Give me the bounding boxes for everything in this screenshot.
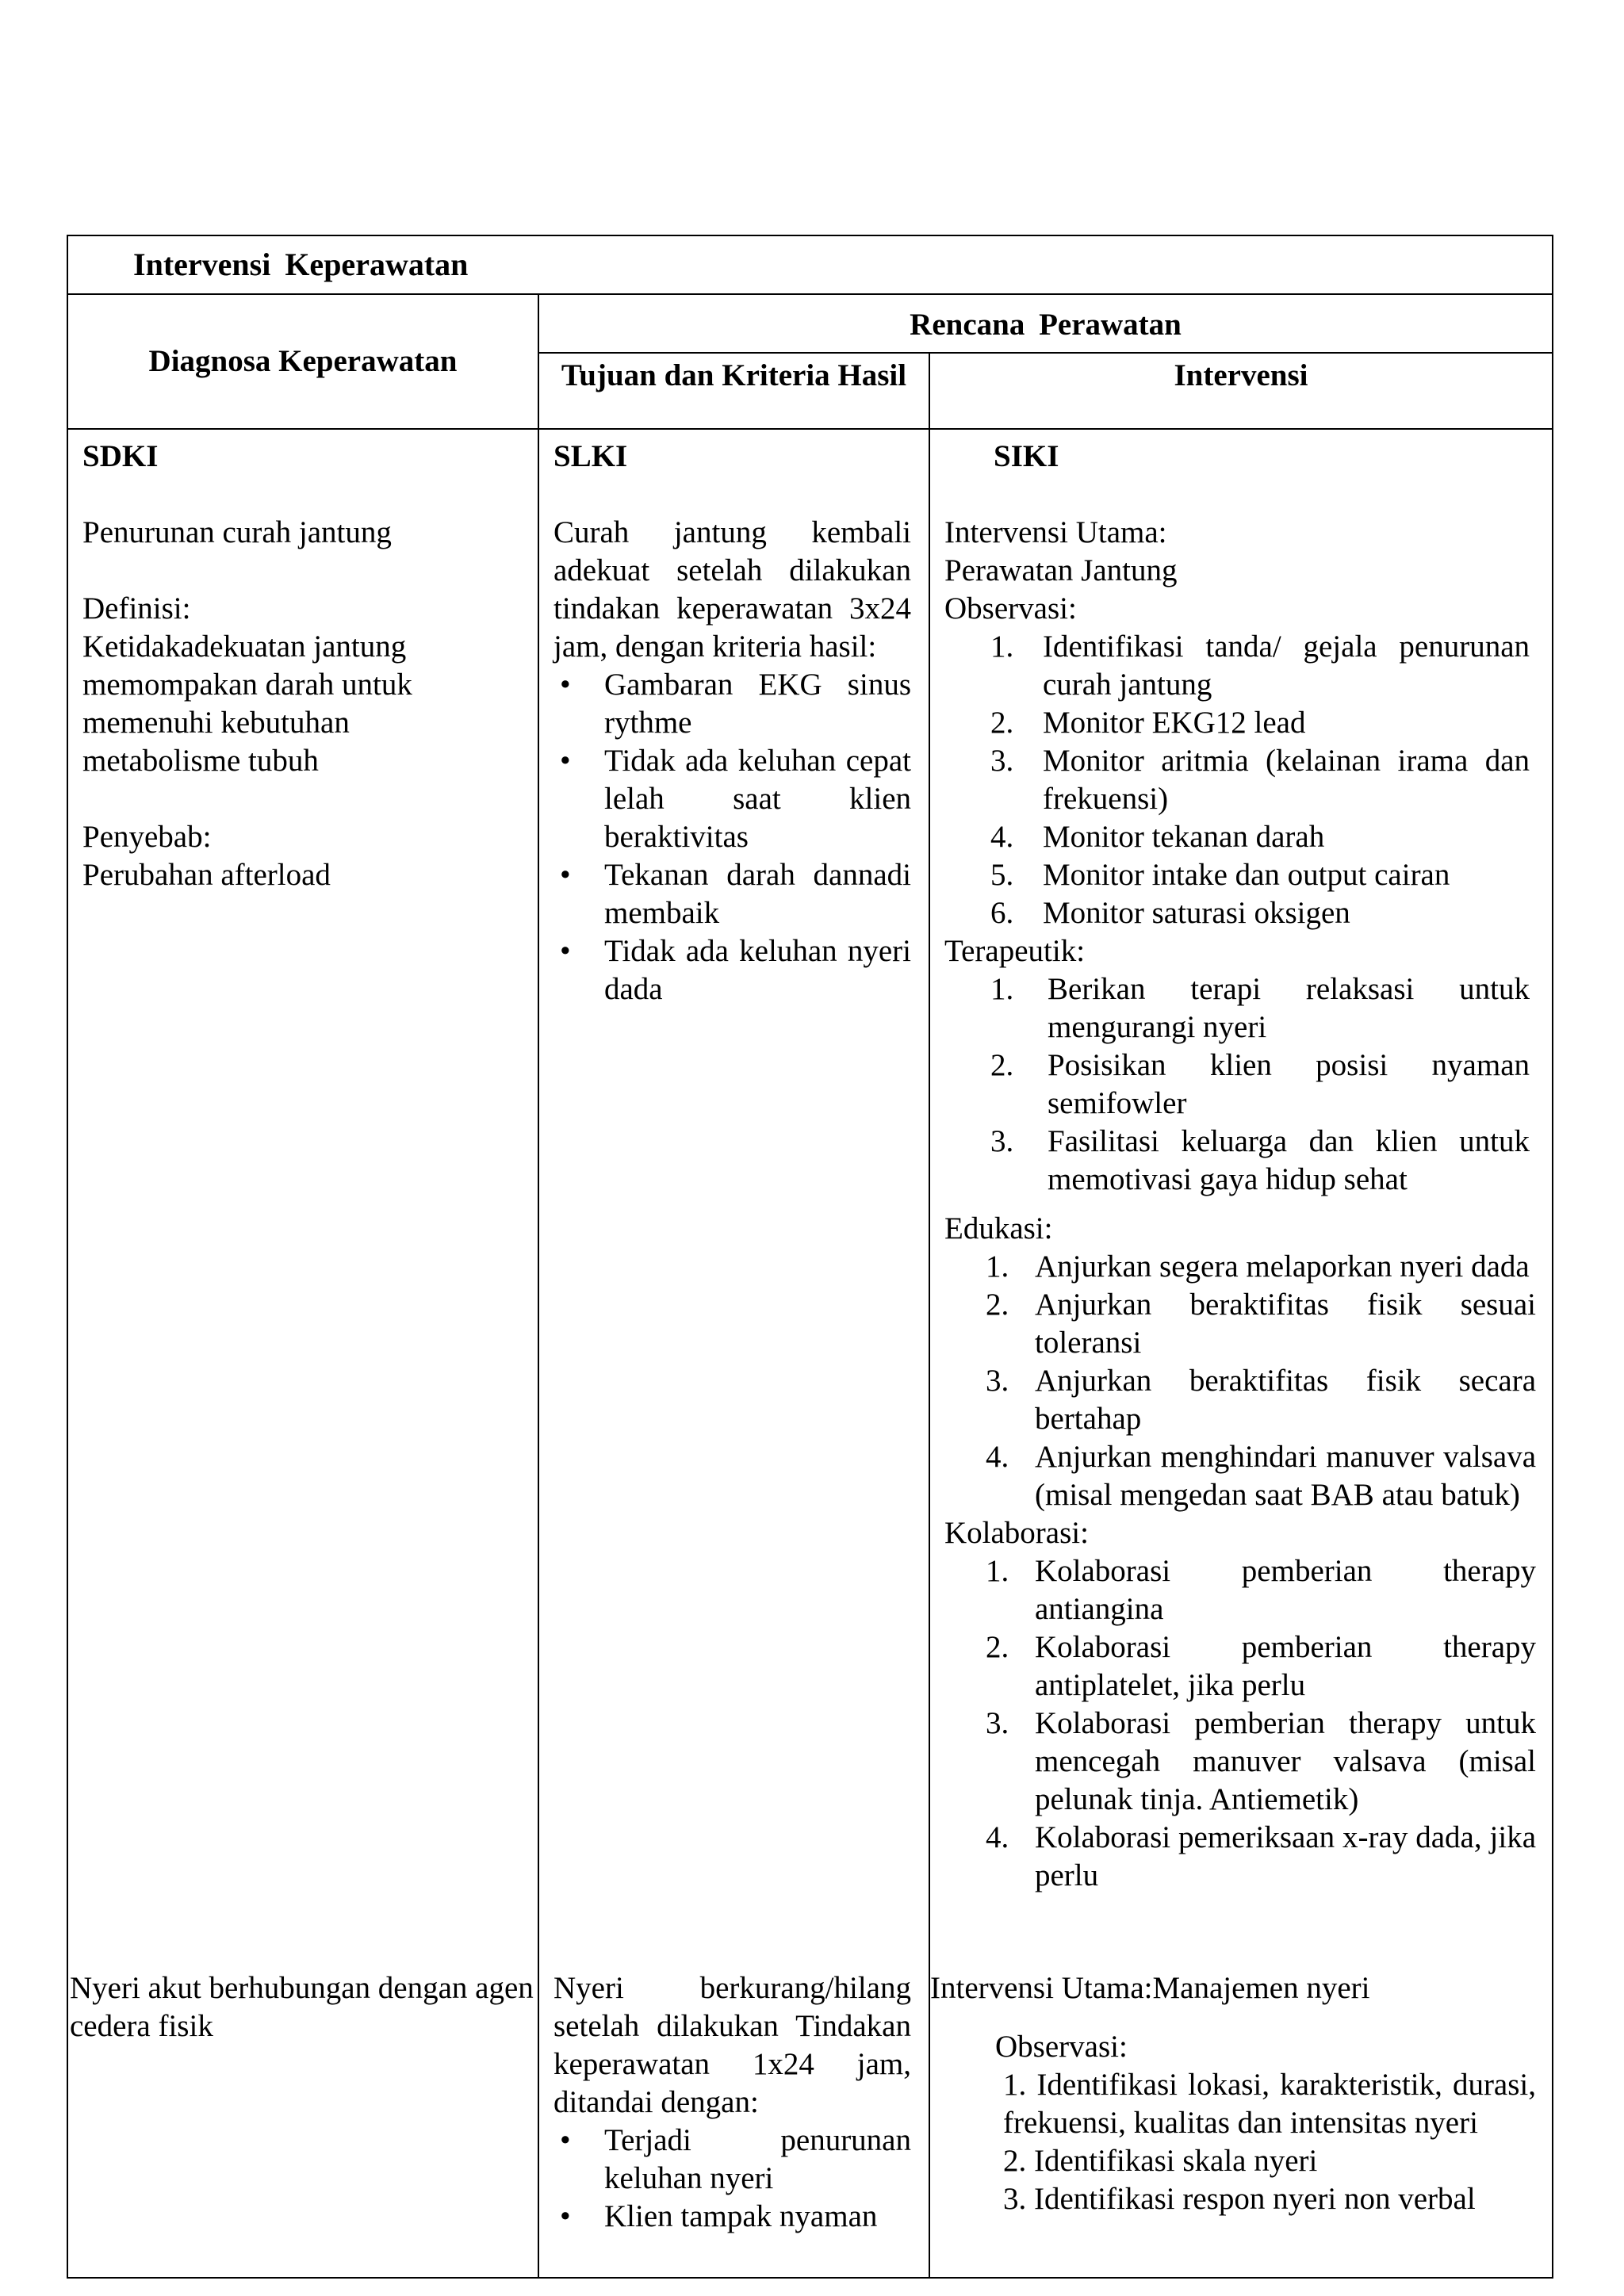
- penyebab-text: Perubahan afterload: [82, 858, 331, 892]
- list-item-number: 5.: [990, 858, 1014, 892]
- criteria-item: • Tidak ada keluhan cepat lelah saat klien beraktivitas: [604, 742, 911, 856]
- observasi-2-list: [1003, 2066, 1536, 2218]
- terapeutik-list: [990, 970, 1530, 1199]
- list-item-text: Monitor EKG12 lead: [1043, 706, 1306, 740]
- criteria-list-2: [553, 2122, 911, 2236]
- list-item-text: Anjurkan beraktifitas fisik sesuai toleransi: [1035, 1288, 1537, 1360]
- list-item: [990, 1047, 1530, 1123]
- list-item-number: 3.: [990, 1124, 1014, 1158]
- list-item-text: Monitor intake dan output cairan: [1043, 858, 1450, 892]
- list-item-number: 3.: [986, 1706, 1009, 1740]
- slki-label: SLKI: [553, 439, 628, 473]
- list-item: [986, 1438, 1536, 1514]
- list-item-number: 1.: [986, 1554, 1009, 1588]
- list-item: [986, 1819, 1536, 1895]
- slki-column: [538, 429, 929, 2278]
- diagnosa-header: Diagnosa Keperawatan: [67, 294, 538, 429]
- criteria-item: • Klien tampak nyaman: [604, 2198, 911, 2236]
- list-item-text: Identifikasi lokasi, karakteristik, durasi, frekuensi, kualitas dan intensitas nyeri: [1003, 2068, 1537, 2140]
- list-item-text: Identifikasi tanda/ gejala penurunan curah jantung: [1043, 629, 1530, 702]
- list-item-number: 3.: [990, 744, 1014, 778]
- list-item-number: 1.: [990, 629, 1014, 664]
- list-item-number: 2.: [986, 1630, 1009, 1664]
- kolaborasi-list: [986, 1552, 1536, 1895]
- siki-column: [929, 429, 1553, 2278]
- list-item-text: Kolaborasi pemberian therapy untuk mencegah manuver valsava (misal pelunak tinja. Antiemetik): [1035, 1706, 1537, 1816]
- list-item-number: 2.: [990, 706, 1014, 740]
- list-item-text: Fasilitasi keluarga dan klien untuk memotivasi gaya hidup sehat: [1048, 1124, 1530, 1196]
- edukasi-list: [986, 1248, 1536, 1514]
- table-title-cell: [67, 235, 1553, 294]
- list-item-number: 4.: [986, 1440, 1009, 1474]
- list-item-text: Kolaborasi pemeriksaan x-ray dada, jika perlu: [1035, 1820, 1537, 1892]
- intervensi-header: Intervensi: [1174, 358, 1308, 392]
- terapeutik-label: Terapeutik:: [944, 934, 1086, 968]
- list-item: [990, 628, 1530, 704]
- list-item: [986, 1362, 1536, 1438]
- list-item-number: 4.: [990, 820, 1014, 854]
- list-item-text: Anjurkan segera melaporkan nyeri dada: [1035, 1249, 1530, 1284]
- list-item: [990, 856, 1530, 894]
- list-item-text: Kolaborasi pemberian therapy antiangina: [1035, 1554, 1537, 1626]
- list-item-number: 1.: [990, 972, 1014, 1006]
- definisi-label: Definisi:: [82, 591, 191, 626]
- list-item: [986, 1286, 1536, 1362]
- list-item: [990, 970, 1530, 1047]
- list-item: [1003, 2142, 1536, 2180]
- sdki-column: [67, 429, 538, 2278]
- list-item-text: Monitor tekanan darah: [1043, 820, 1325, 854]
- list-item-text: Berikan terapi relaksasi untuk mengurangi nyeri: [1048, 972, 1530, 1044]
- list-item-text: Monitor aritmia (kelainan irama dan frekuensi): [1043, 744, 1530, 816]
- criteria-list-1: [553, 666, 911, 1008]
- list-item: [1003, 2180, 1536, 2218]
- list-item: [990, 704, 1530, 742]
- table-title: Intervensi Keperawatan: [133, 247, 469, 282]
- siki-label: SIKI: [994, 439, 1059, 473]
- goal-1: Curah jantung kembali adekuat setelah dilakukan tindakan keperawatan 3x24 jam, dengan kriteria hasil:: [553, 515, 911, 664]
- sdki-label: SDKI: [82, 439, 159, 473]
- criteria-item: • Gambaran EKG sinus rythme: [604, 666, 911, 742]
- intervensi-header-cell: [929, 353, 1553, 429]
- list-item-text: Identifikasi respon nyeri non verbal: [1034, 2182, 1476, 2216]
- intervensi-utama-2: Intervensi Utama:Manajemen nyeri: [930, 1971, 1370, 2005]
- edukasi-label: Edukasi:: [944, 1211, 1053, 1246]
- list-item: [986, 1628, 1536, 1705]
- list-item-text: Posisikan klien posisi nyaman semifowler: [1048, 1048, 1530, 1120]
- list-item-text: Anjurkan menghindari manuver valsava (misal mengedan saat BAB atau batuk): [1035, 1440, 1537, 1512]
- intervention-table: [67, 235, 1553, 2279]
- list-item-text: Identifikasi skala nyeri: [1034, 2144, 1318, 2178]
- list-item-number: 1.: [986, 1249, 1009, 1284]
- intervensi-utama-1: Intervensi Utama:: [944, 515, 1167, 549]
- definisi-text: Ketidakadekuatan jantung memompakan darah untuk memenuhi kebutuhan metabolisme tubuh: [82, 629, 412, 778]
- list-item-number: 3.: [986, 1364, 1009, 1398]
- criteria-item: • Tekanan darah dannadi membaik: [604, 856, 911, 932]
- list-item-number: 3.: [1003, 2182, 1034, 2216]
- list-item-number: 4.: [986, 1820, 1009, 1854]
- penyebab-label: Penyebab:: [82, 820, 212, 854]
- list-item-number: 6.: [990, 896, 1014, 930]
- observasi-list: [990, 628, 1530, 932]
- list-item: [986, 1705, 1536, 1819]
- list-item: [990, 894, 1530, 932]
- list-item: [1003, 2066, 1536, 2142]
- list-item-number: 2.: [990, 1048, 1014, 1082]
- observasi-label: Observasi:: [944, 591, 1077, 626]
- criteria-item: • Terjadi penurunan keluhan nyeri: [604, 2122, 911, 2198]
- rencana-header: Rencana Perawatan: [910, 308, 1182, 342]
- list-item: [990, 742, 1530, 818]
- list-item-number: 2.: [1003, 2144, 1034, 2178]
- list-item: [990, 818, 1530, 856]
- list-item-text: Kolaborasi pemberian therapy antiplatelet, jika perlu: [1035, 1630, 1537, 1702]
- list-item-number: 1.: [1003, 2068, 1037, 2102]
- criteria-item: • Tidak ada keluhan nyeri dada: [604, 932, 911, 1008]
- list-item: [986, 1552, 1536, 1628]
- list-item-text: Monitor saturasi oksigen: [1043, 896, 1350, 930]
- list-item: [990, 1123, 1530, 1199]
- goal-2: Nyeri berkurang/hilang setelah dilakukan Tindakan keperawatan 1x24 jam, ditandai dengan:: [553, 1971, 911, 2119]
- tujuan-header: Tujuan dan Kriteria Hasil: [561, 358, 907, 392]
- diagnosis-2: Nyeri akut berhubungan dengan agen cedera fisik: [70, 1971, 534, 2043]
- observasi-2-label: Observasi:: [995, 2030, 1128, 2064]
- kolaborasi-label: Kolaborasi:: [944, 1516, 1089, 1550]
- list-item: [986, 1248, 1536, 1286]
- list-item-number: 2.: [986, 1288, 1009, 1322]
- intervensi-utama-1-name: Perawatan Jantung: [944, 553, 1178, 587]
- list-item-text: Anjurkan beraktifitas fisik secara bertahap: [1035, 1364, 1537, 1436]
- diagnosis-1: Penurunan curah jantung: [82, 515, 392, 549]
- rencana-header-cell: [538, 294, 1553, 353]
- tujuan-header-cell: [538, 353, 929, 429]
